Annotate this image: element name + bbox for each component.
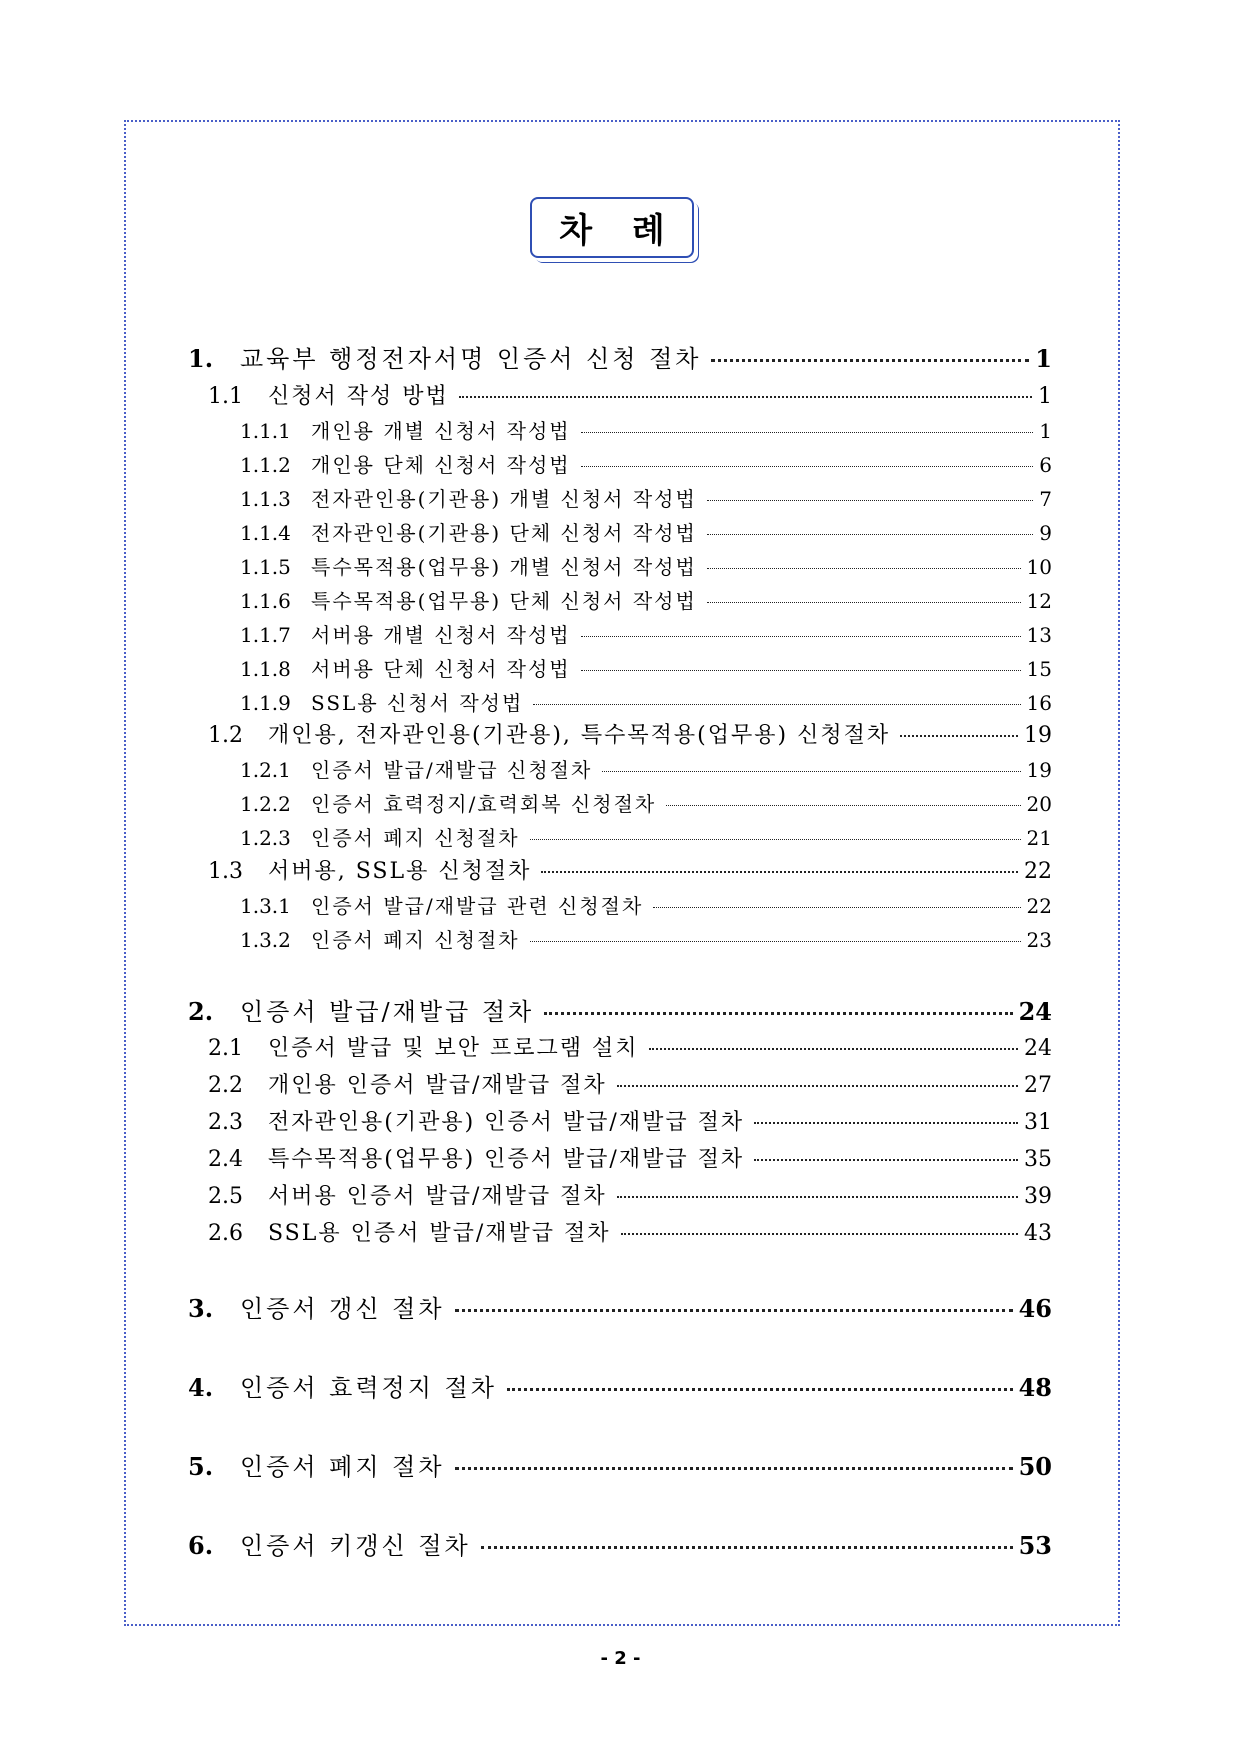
toc-entry[interactable]	[208, 1031, 1052, 1062]
toc-entry-title: 인증서 효력정지 절차	[240, 1374, 497, 1402]
toc-entry[interactable]	[240, 754, 1052, 783]
toc-entry-page: 43	[1024, 1221, 1052, 1246]
toc-entry[interactable]	[188, 992, 1052, 1027]
toc-entry-page: 50	[1018, 1452, 1052, 1481]
toc-entry-page: 13	[1026, 623, 1052, 647]
toc-entry-number: 1.2	[208, 723, 243, 748]
toc-entry-number: 1.3	[208, 859, 243, 884]
toc-entry[interactable]	[208, 1105, 1052, 1136]
toc-entry-number: 2.6	[208, 1221, 243, 1246]
toc-entry-number: 2.5	[208, 1184, 243, 1209]
toc-entry-number: 2.3	[208, 1110, 243, 1135]
toc-entry[interactable]	[240, 517, 1052, 546]
toc-entry-page: 1	[1038, 384, 1052, 409]
toc-entry-number: 1.1.6	[240, 589, 291, 613]
toc-entry-page: 39	[1024, 1184, 1052, 1209]
toc-entry[interactable]	[240, 551, 1052, 580]
toc-entry-number: 1.1.7	[240, 623, 291, 647]
toc-entry-title: 신청서 작성 방법	[268, 384, 449, 409]
toc-entry-title: 인증서 폐지 신청절차	[311, 928, 520, 952]
toc-entry-title: 인증서 발급/재발급 절차	[240, 998, 535, 1026]
toc-entry-page: 19	[1026, 758, 1052, 782]
toc-entry-page: 15	[1026, 657, 1052, 681]
toc-entry-title: SSL용 인증서 발급/재발급 절차	[268, 1221, 611, 1246]
toc-entry[interactable]	[240, 924, 1052, 953]
toc-leader-dots	[541, 870, 1018, 873]
toc-entry[interactable]	[188, 1526, 1052, 1561]
toc-entry-page: 22	[1026, 894, 1052, 918]
toc-entry-number: 1.2.1	[240, 758, 291, 782]
toc-entry-page: 27	[1024, 1073, 1052, 1098]
toc-leader-dots	[900, 734, 1018, 737]
toc-entry-number: 2.4	[208, 1147, 243, 1172]
toc-entry[interactable]	[240, 653, 1052, 682]
toc-entry-number: 1.2.2	[240, 792, 291, 816]
toc-leader-dots	[530, 838, 1021, 840]
toc-entry-page: 53	[1018, 1531, 1052, 1560]
toc-entry-title: 서버용 인증서 발급/재발급 절차	[268, 1184, 607, 1209]
toc-leader-dots	[544, 1011, 1012, 1015]
toc-entry-number: 1.3.1	[240, 894, 291, 918]
toc-leader-dots	[533, 703, 1020, 705]
toc-leader-dots	[621, 1232, 1018, 1235]
toc-entry-number: 1.1.5	[240, 555, 291, 579]
toc-entry[interactable]	[188, 339, 1052, 374]
toc-entry-title: 서버용 개별 신청서 작성법	[311, 623, 571, 647]
toc-entry-title: 개인용 개별 신청서 작성법	[311, 419, 571, 443]
toc-entry-number: 3.	[188, 1294, 214, 1323]
toc-entry-page: 10	[1026, 555, 1052, 579]
toc-entry-page: 21	[1026, 826, 1052, 850]
toc-entry-page: 22	[1024, 859, 1052, 884]
toc-entry[interactable]	[188, 1447, 1052, 1482]
toc-entry-title: 특수목적용(업무용) 단체 신청서 작성법	[311, 589, 697, 613]
toc-entry-number: 6.	[188, 1531, 214, 1560]
toc-entry-title: 전자관인용(기관용) 개별 신청서 작성법	[311, 487, 697, 511]
toc-entry-number: 4.	[188, 1373, 214, 1402]
toc-entry-page: 24	[1018, 997, 1052, 1026]
toc-entry-number: 1.1.8	[240, 657, 291, 681]
toc-entry[interactable]	[240, 415, 1052, 444]
toc-leader-dots	[707, 567, 1021, 569]
toc-leader-dots	[754, 1121, 1018, 1124]
toc-leader-dots	[507, 1387, 1013, 1391]
toc-entry-page: 7	[1039, 487, 1052, 511]
toc-entry-page: 1	[1035, 344, 1052, 373]
toc-entry-number: 1.1.1	[240, 419, 291, 443]
toc-entry[interactable]	[208, 718, 1052, 749]
toc-entry-page: 9	[1039, 521, 1052, 545]
toc-leader-dots	[707, 601, 1021, 603]
toc-entry-page: 31	[1024, 1110, 1052, 1135]
toc-entry-title: 인증서 발급/재발급 관련 신청절차	[311, 894, 644, 918]
toc-entry-page: 1	[1039, 419, 1052, 443]
toc-entry[interactable]	[208, 379, 1052, 410]
toc-leader-dots	[707, 533, 1033, 535]
toc-entry[interactable]	[208, 1179, 1052, 1210]
toc-entry[interactable]	[208, 1068, 1052, 1099]
toc-entry[interactable]	[208, 1216, 1052, 1247]
toc-entry-page: 6	[1039, 453, 1052, 477]
toc-entry-title: 인증서 갱신 절차	[240, 1295, 445, 1323]
toc-entry-title: 개인용, 전자관인용(기관용), 특수목적용(업무용) 신청절차	[268, 723, 891, 748]
toc-leader-dots	[455, 1466, 1013, 1470]
toc-leader-dots	[602, 770, 1020, 772]
toc-leader-dots	[530, 940, 1021, 942]
toc-entry[interactable]	[188, 1289, 1052, 1324]
toc-title: 차 례	[559, 211, 679, 251]
toc-leader-dots	[711, 358, 1029, 362]
toc-entry-page: 23	[1026, 928, 1052, 952]
toc-entry-number: 1.1.3	[240, 487, 291, 511]
toc-leader-dots	[617, 1084, 1018, 1087]
toc-entry-number: 1.1.9	[240, 691, 291, 715]
toc-title-box	[530, 197, 694, 258]
toc-leader-dots	[481, 1545, 1013, 1549]
toc-entry-number: 1.1.2	[240, 453, 291, 477]
toc-entry-title: 교육부 행정전자서명 인증서 신청 절차	[240, 345, 702, 373]
toc-leader-dots	[754, 1158, 1018, 1161]
toc-leader-dots	[455, 1308, 1013, 1312]
toc-entry-number: 1.	[188, 344, 214, 373]
toc-leader-dots	[649, 1047, 1019, 1050]
toc-entry-title: 인증서 폐지 절차	[240, 1453, 445, 1481]
toc-leader-dots	[581, 465, 1034, 467]
toc-entry[interactable]	[188, 1368, 1052, 1403]
toc-entry[interactable]	[208, 1142, 1052, 1173]
toc-entry-number: 2.1	[208, 1036, 243, 1061]
toc-entry-title: 서버용, SSL용 신청절차	[268, 859, 532, 884]
toc-entry-title: 인증서 키갱신 절차	[240, 1532, 471, 1560]
toc-leader-dots	[581, 635, 1021, 637]
toc-entry-title: 인증서 발급 및 보안 프로그램 설치	[268, 1036, 639, 1061]
toc-entry[interactable]	[240, 788, 1052, 817]
toc-entry-number: 1.1.4	[240, 521, 291, 545]
toc-entry-title: 인증서 폐지 신청절차	[311, 826, 520, 850]
toc-entry-number: 1.2.3	[240, 826, 291, 850]
toc-entry-page: 19	[1024, 723, 1052, 748]
toc-entry[interactable]	[240, 822, 1052, 851]
toc-entry[interactable]	[240, 449, 1052, 478]
toc-entry-title: 전자관인용(기관용) 단체 신청서 작성법	[311, 521, 697, 545]
toc-entry-title: 특수목적용(업무용) 인증서 발급/재발급 절차	[268, 1147, 745, 1172]
toc-entry-page: 46	[1018, 1294, 1052, 1323]
toc-entry-page: 48	[1018, 1373, 1052, 1402]
toc-entry-number: 2.	[188, 997, 214, 1026]
toc-leader-dots	[617, 1195, 1018, 1198]
toc-entry[interactable]	[240, 585, 1052, 614]
toc-entry-page: 35	[1024, 1147, 1052, 1172]
toc-entry-page: 12	[1026, 589, 1052, 613]
toc-entry-title: 서버용 단체 신청서 작성법	[311, 657, 571, 681]
toc-entry-title: 인증서 발급/재발급 신청절차	[311, 758, 593, 782]
toc-entry-title: 특수목적용(업무용) 개별 신청서 작성법	[311, 555, 697, 579]
toc-entry[interactable]	[240, 483, 1052, 512]
toc-leader-dots	[707, 499, 1033, 501]
toc-entry-page: 16	[1026, 691, 1052, 715]
toc-entry[interactable]	[240, 619, 1052, 648]
toc-entry[interactable]	[208, 854, 1052, 885]
toc-entry[interactable]	[240, 890, 1052, 919]
toc-entry-number: 1.1	[208, 384, 243, 409]
toc-entry-number: 1.3.2	[240, 928, 291, 952]
toc-entry-title: 전자관인용(기관용) 인증서 발급/재발급 절차	[268, 1110, 745, 1135]
toc-leader-dots	[459, 395, 1032, 398]
toc-entry[interactable]	[240, 687, 1052, 716]
toc-entry-number: 2.2	[208, 1073, 243, 1098]
toc-leader-dots	[653, 906, 1020, 908]
toc-entry-title: 개인용 인증서 발급/재발급 절차	[268, 1073, 607, 1098]
toc-entry-title: 개인용 단체 신청서 작성법	[311, 453, 571, 477]
toc-entry-page: 20	[1026, 792, 1052, 816]
toc-entry-title: SSL용 신청서 작성법	[311, 691, 524, 715]
page-number: - 2 -	[600, 1648, 641, 1669]
toc-leader-dots	[581, 669, 1021, 671]
toc-leader-dots	[581, 431, 1034, 433]
toc-entry-number: 5.	[188, 1452, 214, 1481]
toc-leader-dots	[666, 804, 1020, 806]
toc-entry-title: 인증서 효력정지/효력회복 신청절차	[311, 792, 657, 816]
toc-entry-page: 24	[1024, 1036, 1052, 1061]
